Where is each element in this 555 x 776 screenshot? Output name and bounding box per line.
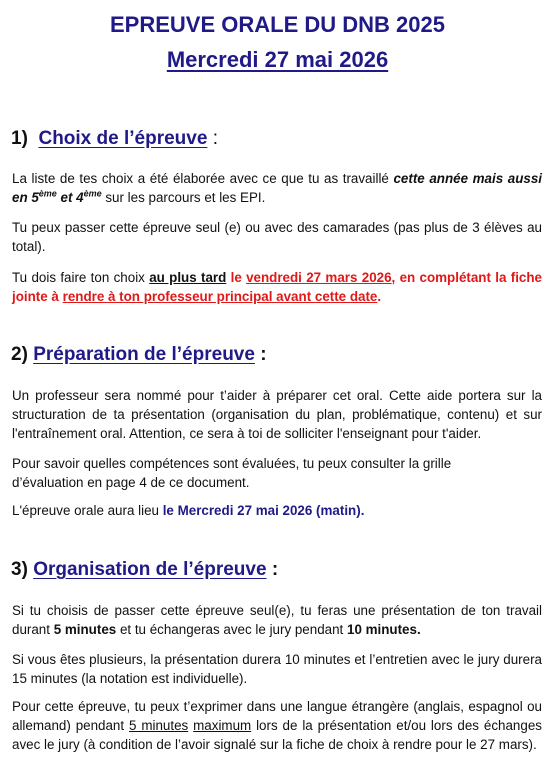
- text-run: Pour cette épreuve, tu peux t’exprimer dans une langue étrangère (anglais, espagnol ou allemand) pendant: [12, 699, 542, 733]
- section-1-heading: [11, 127, 218, 151]
- exam-date: Mercredi 27 mai 2026: [166, 47, 389, 72]
- section-1-colon: :: [212, 128, 218, 149]
- text-run-emphasis: et 4: [56, 190, 84, 205]
- section-3-colon: :: [271, 559, 279, 580]
- section-1-paragraph-2: Tu peux passer cette épreuve seul (e) ou avec des camarades (pas plus de 3 élèves au total).: [12, 220, 542, 254]
- text-run: .: [360, 503, 365, 518]
- submission-instruction: rendre à ton professeur principal avant cette date: [62, 289, 378, 304]
- section-2-paragraph-1: Un professeur sera nommé pour t’aider à préparer cet oral. Cette aide portera sur la structuration de ta présentation (organisation du plan, problématique, contenu) et sur l'entraînement oral. Attention, ce sera à toi de solliciter l'enseignant pour t'aider.: [12, 388, 542, 441]
- text-run: et tu échangeras avec le jury pendant: [116, 622, 347, 637]
- section-2-number: 2): [11, 344, 28, 365]
- exam-date-emphasis: le Mercredi 27 mai 2026 (matin): [162, 503, 361, 518]
- duration-emphasis: 5 minutes: [53, 622, 117, 637]
- section-3-paragraph-2: Si vous êtes plusieurs, la présentation durera 10 minutes et l’entretien avec le jury durera 15 minutes (la notation est individuelle).: [12, 652, 542, 686]
- section-2-colon: :: [260, 344, 267, 365]
- deadline-date: vendredi 27 mars 2026: [246, 270, 392, 285]
- text-run: La liste de tes choix a été élaborée avec ce que tu as travaillé: [12, 171, 394, 186]
- duration-underlined: 5 minutes: [129, 718, 189, 733]
- section-2-paragraph-2: [12, 454, 542, 492]
- text-run: Si tu choisis de passer cette épreuve seul(e), tu feras une présentation de ton travail durant: [12, 603, 542, 637]
- section-1-paragraph-1: [12, 169, 542, 207]
- deadline-emphasis: au plus tard: [149, 270, 227, 285]
- text-run: Tu dois faire ton choix: [12, 270, 150, 285]
- text-run: L'épreuve orale aura lieu: [12, 503, 163, 518]
- text-run-red: le: [226, 270, 247, 285]
- text-run: sur les parcours et les EPI.: [101, 190, 266, 205]
- section-2-title: Préparation de l’épreuve: [33, 344, 255, 365]
- section-2-paragraph-3: [12, 501, 542, 520]
- section-3-title: Organisation de l’épreuve: [33, 559, 267, 580]
- section-3-paragraph-3: [12, 697, 542, 754]
- document-title: EPREUVE ORALE DU DNB 2025: [110, 12, 445, 37]
- text-run: lors de la présentation et/ou lors des échanges avec le jury (à condition de l’avoir signalé sur la fiche de choix à rendre pour le 27 mars).: [12, 718, 542, 752]
- superscript: ème: [83, 188, 102, 199]
- section-1-number: 1): [11, 128, 28, 149]
- section-2-heading: [11, 343, 267, 367]
- text-run-emphasis: cette année mais aussi en 5: [12, 171, 542, 205]
- section-3-heading: [11, 558, 278, 582]
- text-run-red: .: [377, 289, 382, 304]
- text-run-red: , en complétant la fiche jointe à: [12, 270, 542, 304]
- section-1-paragraph-3: [12, 268, 542, 306]
- section-3-paragraph-1: [12, 601, 542, 639]
- duration-emphasis: 10 minutes.: [347, 622, 421, 637]
- superscript: ème: [38, 188, 57, 199]
- maximum-underlined: maximum: [193, 718, 252, 733]
- text-run: Pour savoir quelles compétences sont évaluées, tu peux consulter la grille: [12, 456, 452, 471]
- section-1-title: Choix de l’épreuve: [38, 128, 208, 149]
- section-3-number: 3): [11, 559, 28, 580]
- text-run: d’évaluation en page 4 de ce document.: [12, 475, 250, 490]
